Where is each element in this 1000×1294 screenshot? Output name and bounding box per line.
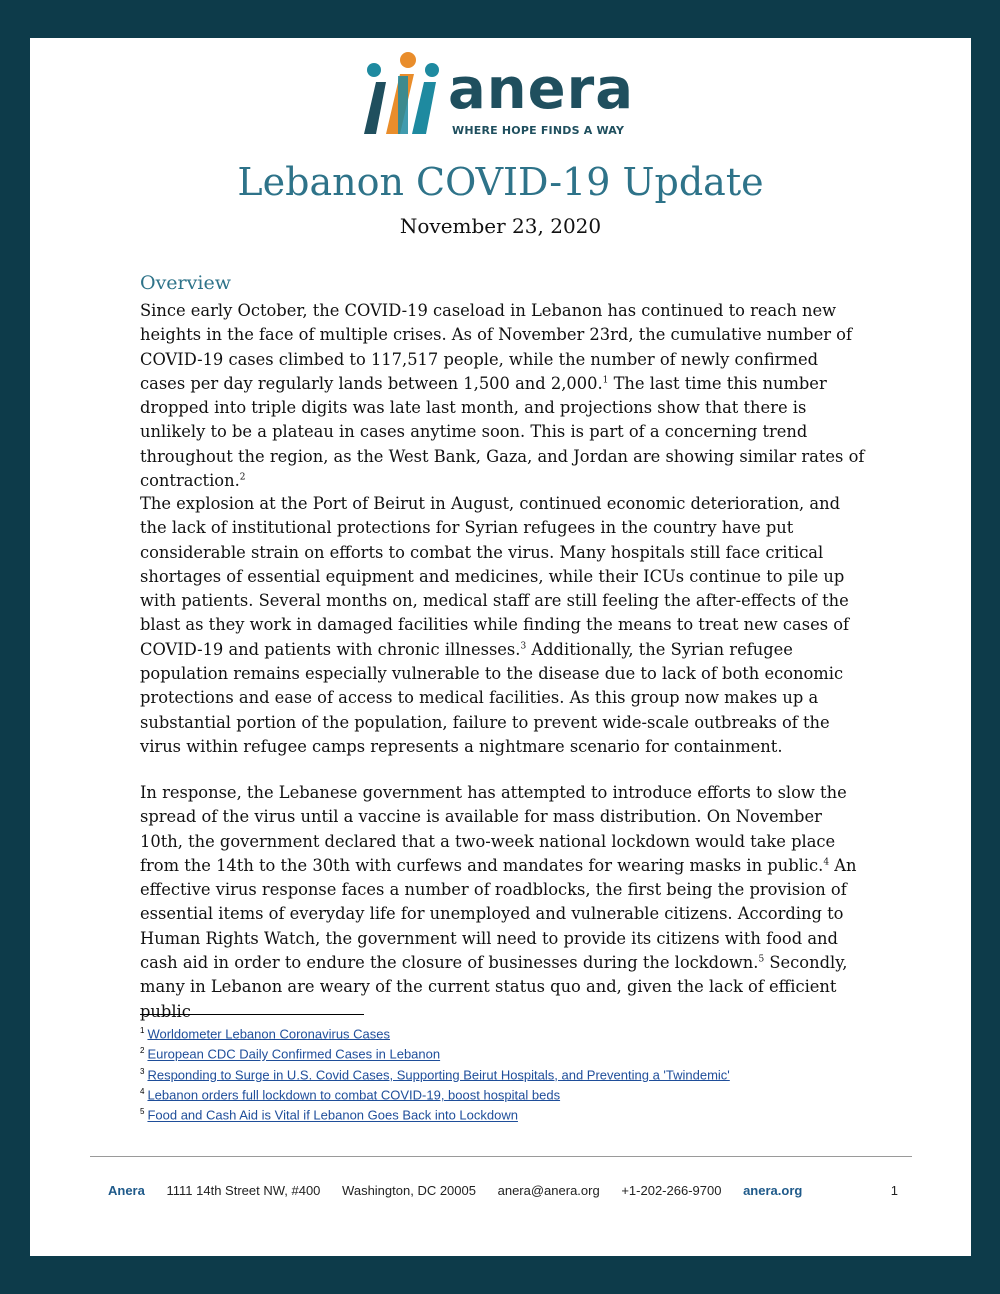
footnote-link[interactable]: Food and Cash Aid is Vital if Lebanon Goes Back into Lockdown	[147, 1107, 518, 1123]
footnote-ref-1[interactable]: 1	[602, 375, 609, 386]
footer-website[interactable]: anera.org	[743, 1183, 803, 1198]
footnote-number: 4	[140, 1086, 145, 1096]
paragraph-3-text-c: Secondly, many in Lebanon are weary of the current status quo and, given the lack of efficient public	[140, 953, 848, 1021]
footnote-item	[140, 1083, 840, 1103]
footnote-link[interactable]: Lebanon orders full lockdown to combat COVID-19, boost hospital beds	[147, 1087, 561, 1103]
footnote-link[interactable]: European CDC Daily Confirmed Cases in Lebanon	[147, 1046, 441, 1062]
paragraph-1	[140, 299, 865, 493]
page-number: 1	[890, 1183, 898, 1198]
people-figures-icon	[360, 46, 448, 146]
paragraph-2-text-a: The explosion at the Port of Beirut in August, continued economic deterioration, and the lack of institutional protections for Syrian refugees in the country have put considerable strain on efforts to combat the virus. Many hospitals still face critical shortages of essential equipment and medicines, while their ICUs continue to pile up with patients. Several months on, medical staff are still feeling the after-effects of the blast as they work in damaged facilities while finding the means to treat new cases of COVID-19 and patients with chronic illnesses.	[140, 494, 850, 659]
footnote-item	[140, 1042, 840, 1062]
paragraph-2-text-b: Additionally, the Syrian refugee population remains especially vulnerable to the disease due to lack of both economic protections and ease of access to medical facilities. As this group now makes up a substantial portion of the population, failure to prevent wide-scale outbreaks of the virus within refugee camps represents a nightmare scenario for containment.	[140, 639, 844, 756]
logo-wordmark: anera	[448, 57, 635, 122]
document-title: Lebanon COVID-19 Update	[237, 160, 764, 204]
footer-city: Washington, DC 20005	[342, 1183, 476, 1198]
footnote-number: 5	[140, 1107, 145, 1117]
footnote-divider	[140, 1014, 364, 1015]
footnote-ref-4[interactable]: 4	[823, 857, 830, 868]
paragraph-3-text-b: An effective virus response faces a number of roadblocks, the first being the provision of essential items of everyday life for unemployed and vulnerable citizens. According to Human Rights Watch, the government will need to provide its citizens with food and cash aid in order to endure the closure of businesses during the lockdown.	[140, 855, 857, 973]
footnote-number: 2	[140, 1046, 145, 1056]
paragraph-1-text-b: The last time this number dropped into triple digits was late last month, and projections show that there is unlikely to be a plateau in cases anytime soon. This is part of a concerning trend throughout the region, as the West Bank, Gaza, and Jordan are showing similar rates of contraction.	[140, 373, 865, 491]
footnote-number: 3	[140, 1066, 145, 1076]
footer-phone: +1-202-266-9700	[621, 1183, 722, 1198]
overview-heading: Overview	[140, 272, 231, 294]
document-date: November 23, 2020	[399, 214, 602, 238]
footnote-item	[140, 1063, 840, 1083]
footnote-number: 1	[140, 1026, 145, 1035]
footnote-link[interactable]: Responding to Surge in U.S. Covid Cases, Supporting Beirut Hospitals, and Preventing a 'Twindemic'	[147, 1066, 730, 1082]
footer-email[interactable]: anera@anera.org	[497, 1183, 600, 1198]
paragraph-3	[140, 781, 865, 1024]
paragraph-2	[140, 492, 865, 759]
footnote-ref-2[interactable]: 2	[239, 472, 246, 483]
footnote-ref-3[interactable]: 3	[520, 641, 527, 652]
footnotes-list	[140, 1022, 840, 1124]
footer-org-name: Anera	[108, 1183, 145, 1198]
footer-address: 1111 14th Street NW, #400	[166, 1183, 321, 1198]
footnote-link[interactable]: Worldometer Lebanon Coronavirus Cases	[147, 1026, 391, 1042]
footer-divider	[90, 1156, 912, 1157]
paragraph-1-text-a: Since early October, the COVID-19 caseload in Lebanon has continued to reach new heights in the face of multiple crises. As of November 23rd, the cumulative number of COVID-19 cases climbed to 117,517 people, while the number of newly confirmed cases per day regularly lands between 1,500 and 2,000.	[140, 301, 853, 393]
footnote-item	[140, 1022, 840, 1042]
anera-logo	[360, 46, 650, 146]
footnote-item	[140, 1103, 840, 1123]
page-footer	[108, 1183, 898, 1198]
logo-tagline: WHERE HOPE FINDS A WAY	[452, 124, 625, 137]
paragraph-3-text-a: In response, the Lebanese government has attempted to introduce efforts to slow the spread of the virus until a vaccine is available for mass distribution. On November 10th, the government declared that a two-week national lockdown would take place from the 14th to the 30th with curfews and mandates for wearing masks in public.	[140, 783, 847, 875]
document-page	[30, 38, 971, 1256]
footnote-ref-5[interactable]: 5	[758, 954, 765, 965]
